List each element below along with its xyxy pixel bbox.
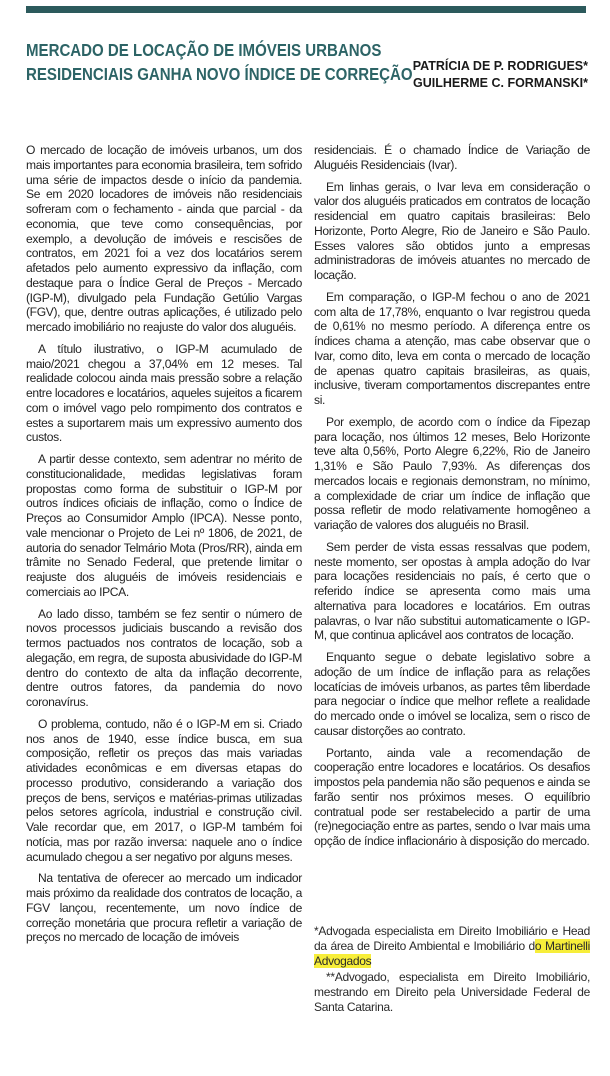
paragraph: Ao lado disso, também se fez sentir o número de novos processos judiciais buscando a revisão dos termos pactuados nos contratos de locação, sob a alegação, em regra, de suposta abusividade do IGP-M dentro do contexto de alta da inflação decorrente, dentre outros fatores, da pandemia do novo coronavírus. [26,606,302,709]
paragraph: O problema, contudo, não é o IGP-M em si. Criado nos anos de 1940, esse índice busca, em sua composição, refletir os preços das mais variadas atividades econômicas e em diversas etapas do processo produtivo, considerando a variação dos preços de bens, serviços e matérias-primas utilizadas pelos setores agrícola, industrial e construção civil. Vale recordar que, em 2017, o IGP-M também foi notícia, mas por razão inversa: naquele ano o índice acumulado chegou a ser negativo por alguns meses. [26,716,302,864]
article-column-right [314,143,590,923]
footnote-2: **Advogado, especialista em Direito Imobiliário, mestrando em Direito pela Universidade Federal de Santa Catarina. [314,969,590,1015]
paragraph: Por exemplo, de acordo com o índice da Fipezap para locação, nos últimos 12 meses, Belo Horizonte teve alta 0,56%, Porto Alegre 6,22%, Rio de Janeiro 1,31% e São Paulo 7,93%. As diferenças dos mercados locais e regionais demonstram, no mínimo, a complexidade de criar um índice de inflação que possa refletir de modo relativamente homogêneo a variação de valores dos aluguéis no Brasil. [314,414,590,532]
paragraph: Portanto, ainda vale a recomendação de cooperação entre locadores e locatários. Os desafios impostos pela pandemia não são pequenos e ainda se farão sentir nos próximos meses. O equilíbrio contratual pode ser restabelecido a partir de uma (re)negociação entre as partes, sendo o Ivar mais uma opção de índice inflacionário à disposição do mercado. [314,745,590,848]
top-rule [26,6,586,13]
paragraph: Sem perder de vista essas ressalvas que podem, neste momento, ser opostas à ampla adoção do Ivar para locações residenciais no país, é certo que o referido índice se apresenta como mais uma alternativa para locadores e locatários. Em outras palavras, o Ivar não substitui automaticamente o IGP-M, que continua aplicável aos contratos de locação. [314,539,590,643]
author-footnotes [314,924,590,1015]
byline [413,58,588,92]
footnote-1-text: *Advogada especialista em Direito Imobiliário e Head da área de Direito Ambiental e Imobiliário d [314,924,590,954]
article-title [26,38,413,86]
paragraph: Enquanto segue o debate legislativo sobre a adoção de um índice de inflação para as relações locatícias de imóveis urbanos, as partes têm liberdade para negociar o índice que melhor reflete a realidade do mercado onde o imóvel se localiza, sem o risco de causar distorções ao contrato. [314,650,590,738]
paragraph: Em linhas gerais, o Ivar leva em consideração o valor dos aluguéis praticados em contratos de locação residencial em quatro capitais brasileiras: Belo Horizonte, Porto Alegre, Rio de Janeiro e São Paulo. Esses valores são obtidos junto a empresas administradoras de imóveis atuantes no mercado de locação. [314,179,590,282]
paragraph: A partir desse contexto, sem adentrar no mérito de constitucionalidade, medidas legislativas foram propostas como forma de substituir o IGP-M por outros índices oficiais de inflação, como o Índice de Preços ao Consumidor Amplo (IPCA). Nesse ponto, vale mencionar o Projeto de Lei nº 1806, de 2021, de autoria do senador Telmário Mota (Pros/RR), ainda em trâmite no Senado Federal, que pretende limitar o reajuste dos aluguéis de imóveis residenciais e comerciais ao IPCA. [26,452,302,599]
paragraph: O mercado de locação de imóveis urbanos, um dos mais importantes para economia brasileira, tem sofrido uma série de impactos desde o início da pandemia. Se em 2020 locadores de imóveis não residenciais sofreram com o fechamento - ainda que parcial - da economia, que teve como consequências, por exemplo, a devolução de imóveis e rescisões de contratos, em 2021 foi a vez dos locatários serem afetados pelo aumento expressivo da inflação, com destaque para o Índice Geral de Preços - Mercado (IGP-M), divulgado pela Fundação Getúlio Vargas (FGV), que, dentre outras aplicações, é utilizado pelo mercado imobiliário no reajuste do valor dos aluguéis. [26,143,302,334]
paragraph: A título ilustrativo, o IGP-M acumulado de maio/2021 chegou a 37,04% em 12 meses. Tal realidade colocou ainda mais pressão sobre a relação entre locadores e locatários, aqueles sujeitos a ficarem com o imóvel vago pelo rompimento dos contratos e estes a suportarem mais um expressivo aumento dos custos. [26,341,302,445]
article-column-left [26,143,302,1068]
author-1: PATRÍCIA DE P. RODRIGUES* [412,59,588,73]
paragraph: residenciais. É o chamado Índice de Variação de Aluguéis Residenciais (Ivar). [314,143,590,172]
paragraph: Em comparação, o IGP-M fechou o ano de 2021 com alta de 17,78%, enquanto o Ivar registrou queda de 0,61% no mesmo período. A diferença entre os índices chama a atenção, mas cabe observar que o Ivar, como dito, leva em conta o mercado de locação de apenas quatro capitais brasileiras, as quais, inclusive, tiveram comportamentos discrepantes entre si. [314,289,590,407]
title-line-2: RESIDENCIAIS GANHA NOVO ÍNDICE DE CORREÇÃO [26,64,413,84]
title-line-1: MERCADO DE LOCAÇÃO DE IMÓVEIS URBANOS [26,40,382,60]
author-2: GUILHERME C. FORMANSKI* [413,76,588,90]
paragraph: Na tentativa de oferecer ao mercado um indicador mais próximo da realidade dos contratos de locação, a FGV lançou, recentemente, um novo índice de correção monetária que procura refletir a variação de preços no mercado de locação de imóveis [26,871,302,945]
highlighted-firm-name: o Martinelli Advogados [314,939,591,969]
footnote-1 [314,924,590,970]
